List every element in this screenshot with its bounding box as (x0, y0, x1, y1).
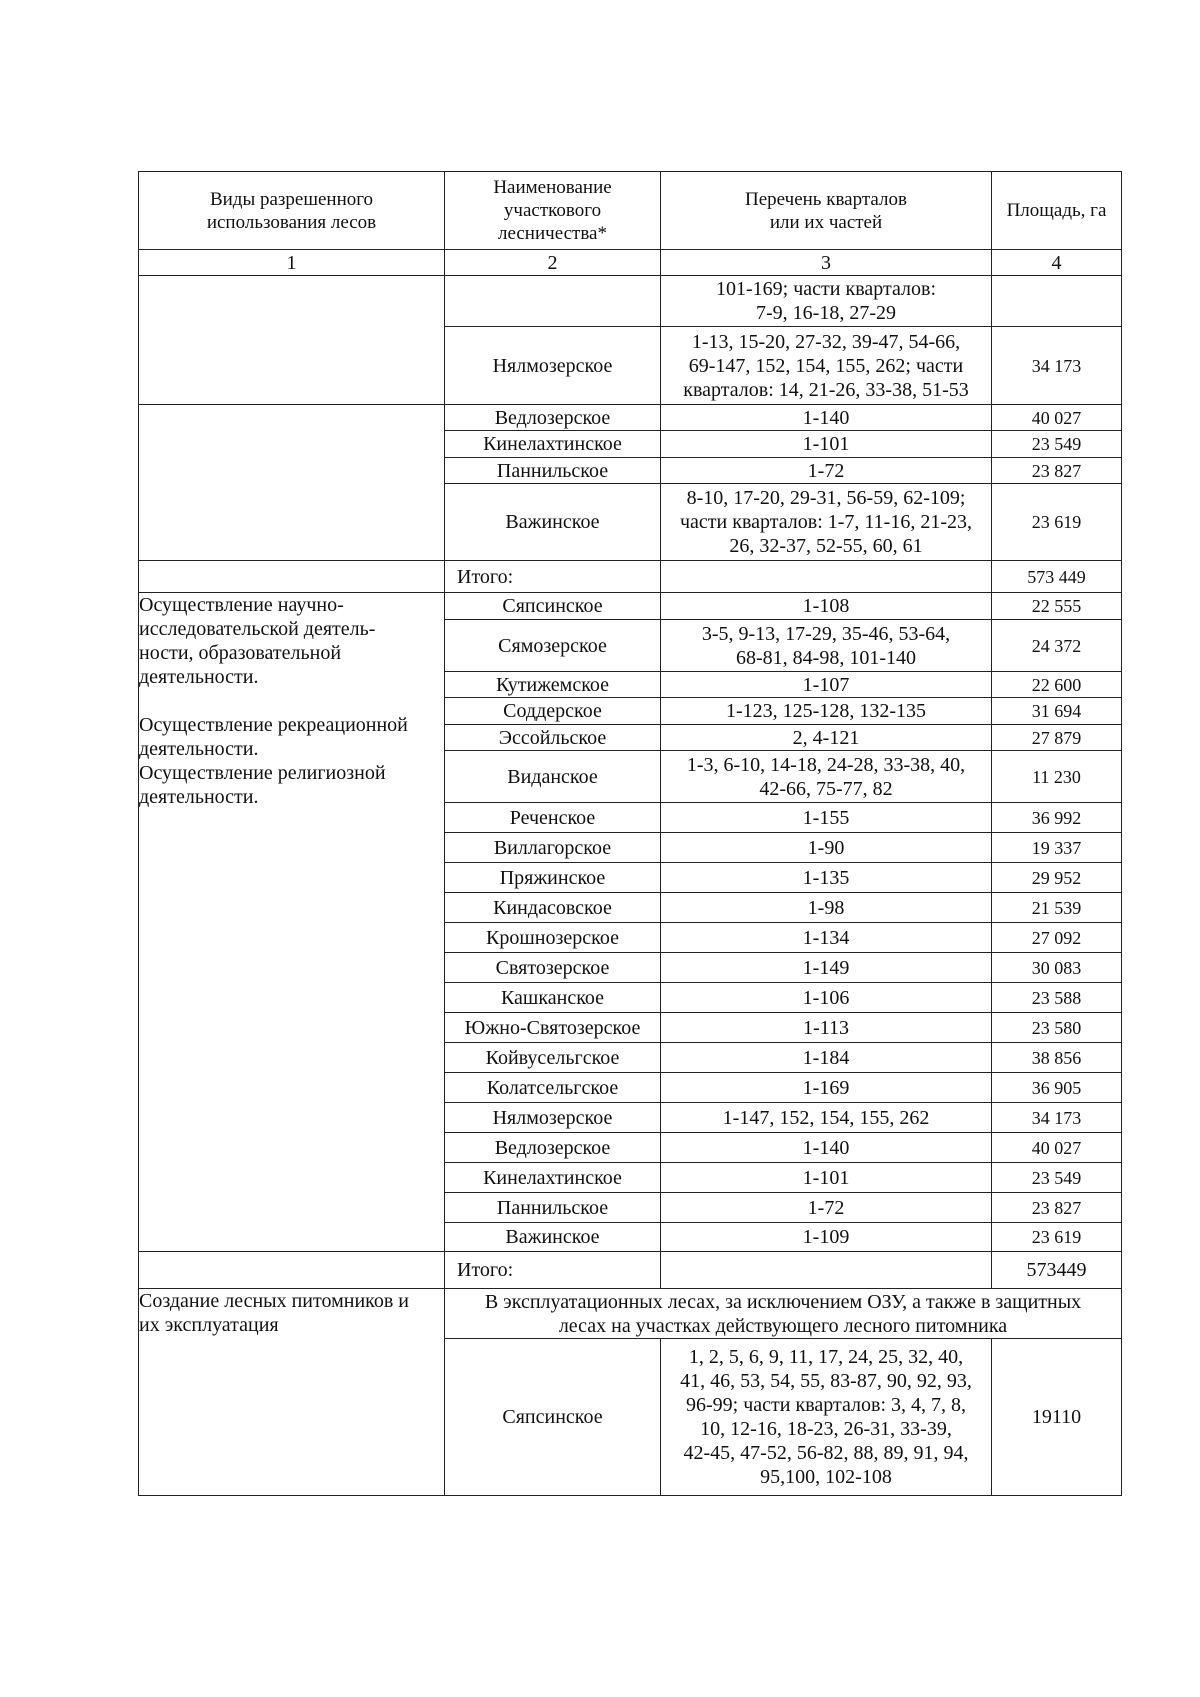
district-name: Крошнозерское (445, 923, 661, 953)
area-value: 31 694 (992, 698, 1122, 725)
purpose-cell (139, 276, 445, 405)
quarters-list: 1-184 (661, 1043, 992, 1073)
district-name: Паннильское (445, 1193, 661, 1223)
area-value: 11 230 (992, 751, 1122, 803)
area-value: 23 827 (992, 1193, 1122, 1223)
total-row (139, 561, 1122, 593)
district-name: Кашканское (445, 983, 661, 1013)
quarters-list: 1-90 (661, 833, 992, 863)
area-value: 40 027 (992, 1133, 1122, 1163)
header-district-name: Наименование участкового лесничества* (445, 172, 661, 250)
district-name: Важинское (445, 484, 661, 561)
area-value: 40 027 (992, 405, 1122, 431)
total-area: 573 449 (992, 561, 1122, 593)
column-number: 4 (992, 250, 1122, 276)
area-value: 34 173 (992, 1103, 1122, 1133)
quarters-list: 1-140 (661, 405, 992, 431)
district-name: Колатсельгское (445, 1073, 661, 1103)
district-name: Киндасовское (445, 893, 661, 923)
area-value: 36 992 (992, 803, 1122, 833)
district-name: Южно-Святозерское (445, 1013, 661, 1043)
quarters-list: 1-3, 6-10, 14-18, 24-28, 33-38, 40, 42-66, 75-77, 82 (661, 751, 992, 803)
district-name: Святозерское (445, 953, 661, 983)
district-name: Эссойльское (445, 725, 661, 751)
table-row (139, 405, 1122, 431)
district-name: Пряжинское (445, 863, 661, 893)
forest-use-table (138, 171, 1122, 1496)
quarters-list: 1-72 (661, 458, 992, 484)
nursery-note: В эксплуатационных лесах, за исключением ОЗУ, а также в защитных лесах на участках действующего лесного питомника (445, 1289, 1122, 1339)
table-row (139, 593, 1122, 620)
area-value: 23 549 (992, 431, 1122, 458)
district-name: Кинелахтинское (445, 431, 661, 458)
quarters-list: 1-113 (661, 1013, 992, 1043)
district-name: Сямозерское (445, 620, 661, 672)
district-name: Кутижемское (445, 672, 661, 698)
area-value: 27 092 (992, 923, 1122, 953)
total-row (139, 1252, 1122, 1289)
quarters-list: 1-106 (661, 983, 992, 1013)
purpose-cell-nursery: Создание лесных питомников и их эксплуатация (139, 1289, 445, 1496)
area-value: 36 905 (992, 1073, 1122, 1103)
area-value: 23 827 (992, 458, 1122, 484)
quarters-list: 1-13, 15-20, 27-32, 39-47, 54-66, 69-147, 152, 154, 155, 262; части кварталов: 14, 21-26, 33-38, 51-53 (661, 327, 992, 405)
quarters-list: 1-109 (661, 1223, 992, 1252)
quarters-list: 1-108 (661, 593, 992, 620)
quarters-list: 1-140 (661, 1133, 992, 1163)
area-value: 34 173 (992, 327, 1122, 405)
quarters-list: 1-147, 152, 154, 155, 262 (661, 1103, 992, 1133)
quarters-list: 3-5, 9-13, 17-29, 35-46, 53-64, 68-81, 84-98, 101-140 (661, 620, 992, 672)
district-name (445, 276, 661, 327)
quarters-list: 101-169; части кварталов: 7-9, 16-18, 27-29 (661, 276, 992, 327)
area-value: 29 952 (992, 863, 1122, 893)
column-number-row (139, 250, 1122, 276)
district-name: Паннильское (445, 458, 661, 484)
purpose-cell (139, 405, 445, 561)
empty-quarters-cell (661, 1252, 992, 1289)
total-label: Итого: (445, 1252, 661, 1289)
district-name: Кинелахтинское (445, 1163, 661, 1193)
area-value: 27 879 (992, 725, 1122, 751)
district-name: Виллагорское (445, 833, 661, 863)
district-name: Нялмозерское (445, 327, 661, 405)
area-value: 22 600 (992, 672, 1122, 698)
area-value (992, 276, 1122, 327)
area-value: 24 372 (992, 620, 1122, 672)
quarters-list: 8-10, 17-20, 29-31, 56-59, 62-109; части кварталов: 1-7, 11-16, 21-23, 26, 32-37, 52-55, 60, 61 (661, 484, 992, 561)
quarters-list: 1-98 (661, 893, 992, 923)
quarters-list: 1-72 (661, 1193, 992, 1223)
area-value: 19 337 (992, 833, 1122, 863)
purpose-cell-research-recreation: Осуществление научно- исследовательской деятель- ности, образовательной деятельности. Осуществление рекреационной деятельности. Осуществление религиозной деятельности. (139, 593, 445, 1252)
district-name: Сяпсинское (445, 1339, 661, 1496)
district-name: Важинское (445, 1223, 661, 1252)
quarters-list: 1-155 (661, 803, 992, 833)
district-name: Ведлозерское (445, 405, 661, 431)
district-name: Сяпсинское (445, 593, 661, 620)
header-use-types: Виды разрешенного использования лесов (139, 172, 445, 250)
district-name: Соддерское (445, 698, 661, 725)
nursery-note-row (139, 1289, 1122, 1339)
header-row (139, 172, 1122, 250)
quarters-list: 1-134 (661, 923, 992, 953)
quarters-list: 1-101 (661, 1163, 992, 1193)
area-value: 23 580 (992, 1013, 1122, 1043)
quarters-list: 2, 4-121 (661, 725, 992, 751)
header-quarters: Перечень кварталов или их частей (661, 172, 992, 250)
area-value: 21 539 (992, 893, 1122, 923)
area-value: 38 856 (992, 1043, 1122, 1073)
column-number: 1 (139, 250, 445, 276)
quarters-list: 1-123, 125-128, 132-135 (661, 698, 992, 725)
empty-purpose-cell (139, 1252, 445, 1289)
area-value: 30 083 (992, 953, 1122, 983)
table-row (139, 276, 1122, 327)
area-value: 19110 (992, 1339, 1122, 1496)
empty-quarters-cell (661, 561, 992, 593)
area-value: 23 619 (992, 1223, 1122, 1252)
district-name: Виданское (445, 751, 661, 803)
quarters-list: 1-169 (661, 1073, 992, 1103)
total-area: 573449 (992, 1252, 1122, 1289)
district-name: Койвусельгское (445, 1043, 661, 1073)
quarters-list: 1-149 (661, 953, 992, 983)
column-number: 3 (661, 250, 992, 276)
empty-purpose-cell (139, 561, 445, 593)
district-name: Реченское (445, 803, 661, 833)
area-value: 23 588 (992, 983, 1122, 1013)
quarters-list: 1-101 (661, 431, 992, 458)
quarters-list: 1-107 (661, 672, 992, 698)
quarters-list: 1-135 (661, 863, 992, 893)
district-name: Нялмозерское (445, 1103, 661, 1133)
area-value: 23 619 (992, 484, 1122, 561)
table-body (139, 172, 1122, 1496)
header-area: Площадь, га (992, 172, 1122, 250)
total-label: Итого: (445, 561, 661, 593)
column-number: 2 (445, 250, 661, 276)
district-name: Ведлозерское (445, 1133, 661, 1163)
area-value: 22 555 (992, 593, 1122, 620)
quarters-list: 1, 2, 5, 6, 9, 11, 17, 24, 25, 32, 40, 41, 46, 53, 54, 55, 83-87, 90, 92, 93, 96-99; части кварталов: 3, 4, 7, 8, 10, 12-16, 18-23, 26-31, 33-39, 42-45, 47-52, 56-82, 88, 89, 91, 94, 95,100, 102-108 (661, 1339, 992, 1496)
area-value: 23 549 (992, 1163, 1122, 1193)
